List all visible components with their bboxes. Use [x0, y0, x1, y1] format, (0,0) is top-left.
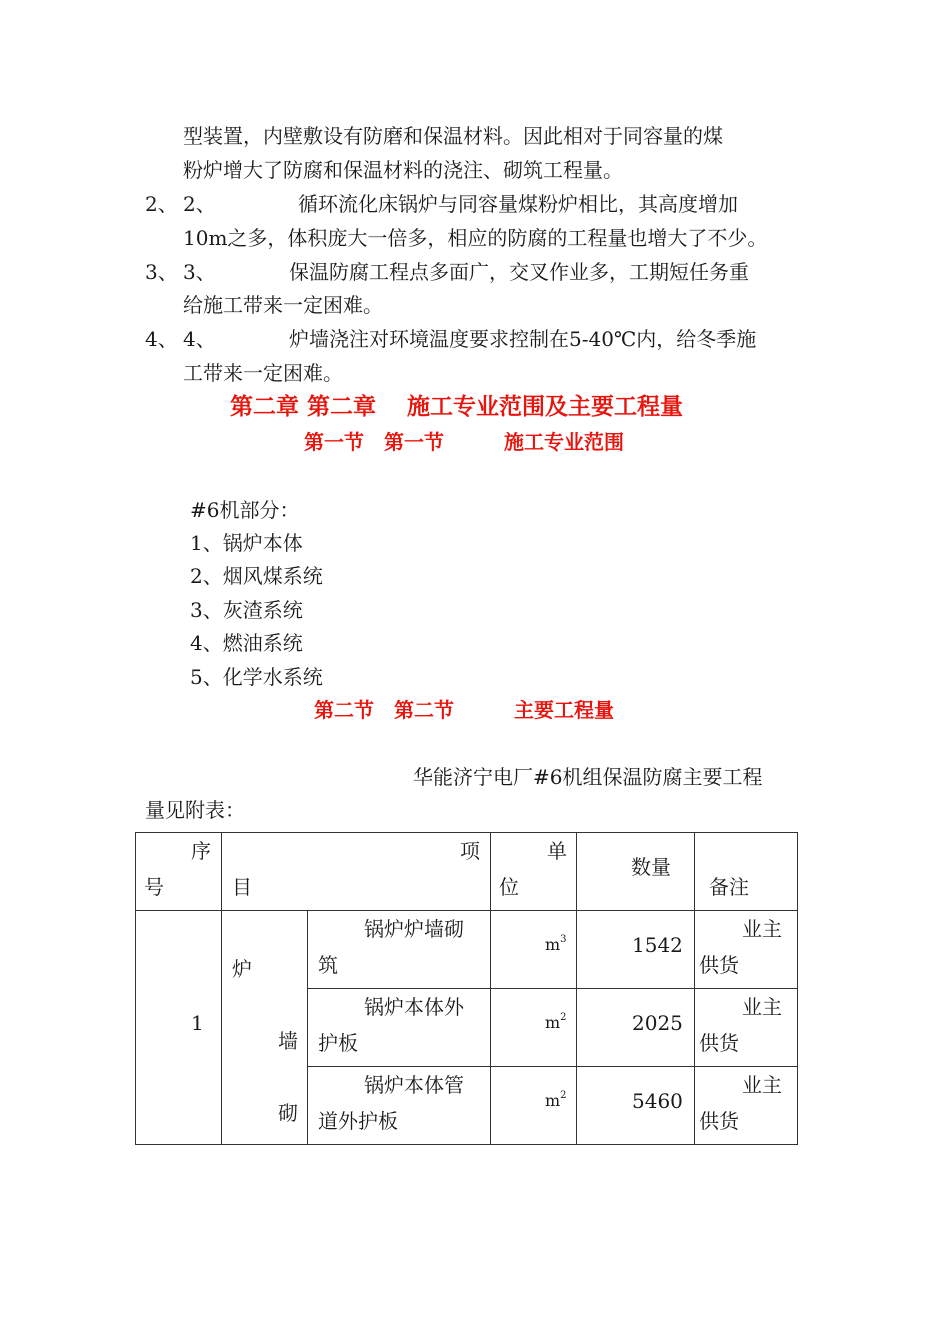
unit-superscript: 3 — [560, 934, 567, 945]
scope-item: 3、灰渣系统 — [190, 598, 303, 622]
paragraph-line: 循环流化床锅炉与同容量煤粉炉相比，其高度增加 — [298, 192, 738, 216]
note-b: 供货 — [699, 953, 739, 977]
note-cell — [695, 1067, 798, 1145]
quantity-table — [135, 832, 798, 1145]
table-intro-line: 华能济宁电厂#6机组保温防腐主要工程 — [413, 765, 763, 789]
item-name-b: 道外护板 — [318, 1109, 398, 1133]
header-item-b: 目 — [232, 875, 252, 899]
header-seq — [136, 833, 222, 911]
note-b: 供货 — [699, 1109, 739, 1133]
paragraph-line: 炉墙浇注对环境温度要求控制在5-40℃内，给冬季施 — [289, 327, 757, 351]
list-sub-number: 4、 — [183, 327, 216, 351]
table-intro-line: 量见附表： — [145, 798, 245, 822]
unit-base: m — [545, 1013, 561, 1032]
list-sub-number: 3、 — [183, 260, 216, 284]
unit-value — [545, 934, 567, 954]
header-seq-a: 序 — [191, 839, 211, 863]
list-number: 4、 — [145, 327, 178, 351]
item-name-a: 锅炉本体外 — [364, 995, 464, 1019]
unit-base: m — [545, 1091, 561, 1110]
header-unit-a: 单 — [547, 839, 567, 863]
item-name-a: 锅炉炉墙砌 — [364, 917, 464, 941]
note-b: 供货 — [699, 1031, 739, 1055]
group-label-cell — [222, 911, 308, 1145]
unit-superscript: 2 — [560, 1090, 567, 1101]
item-name-b: 护板 — [318, 1031, 358, 1055]
unit-cell — [491, 1067, 577, 1145]
list-number: 3、 — [145, 260, 178, 284]
qty-cell — [577, 989, 695, 1067]
note-a: 业主 — [742, 917, 782, 941]
paragraph-line: 给施工带来一定困难。 — [183, 293, 383, 317]
unit-value — [545, 1012, 567, 1032]
header-item-a: 项 — [460, 839, 480, 863]
list-number: 2、 — [145, 192, 178, 216]
header-item — [222, 833, 491, 911]
note-cell — [695, 989, 798, 1067]
item-name-cell — [308, 1067, 491, 1145]
paragraph-line: 10m之多，体积庞大一倍多，相应的防腐的工程量也增大了不少。 — [183, 226, 768, 250]
qty-cell — [577, 911, 695, 989]
group-label-char: 墙 — [278, 1029, 298, 1053]
table-row — [136, 911, 798, 989]
scope-item: 4、燃油系统 — [190, 631, 303, 655]
paragraph-line: 工带来一定困难。 — [183, 361, 343, 385]
header-seq-b: 号 — [144, 875, 164, 899]
scope-item: 1、锅炉本体 — [190, 531, 303, 555]
item-name-b: 筑 — [318, 953, 338, 977]
item-name-cell — [308, 989, 491, 1067]
scope-item: 2、烟风煤系统 — [190, 564, 323, 588]
group-label-char: 炉 — [232, 957, 252, 981]
note-cell — [695, 911, 798, 989]
table-header-row — [136, 833, 798, 911]
note-a: 业主 — [742, 995, 782, 1019]
unit-superscript: 2 — [560, 1012, 567, 1023]
header-note-label: 备注 — [709, 875, 749, 899]
unit-cell — [491, 911, 577, 989]
section-heading: 第二节 第二节 主要工程量 — [314, 698, 614, 722]
qty-value: 2025 — [632, 1011, 683, 1035]
unit-cell — [491, 989, 577, 1067]
header-qty-label: 数量 — [631, 855, 671, 879]
section-heading: 第一节 第一节 施工专业范围 — [304, 430, 624, 454]
header-qty — [577, 833, 695, 911]
header-unit — [491, 833, 577, 911]
group-number: 1 — [191, 1011, 204, 1035]
qty-cell — [577, 1067, 695, 1145]
header-note — [695, 833, 798, 911]
note-a: 业主 — [742, 1073, 782, 1097]
group-number-cell — [136, 911, 222, 1145]
item-name-a: 锅炉本体管 — [364, 1073, 464, 1097]
paragraph-line: 保温防腐工程点多面广，交叉作业多，工期短任务重 — [289, 260, 749, 284]
header-unit-b: 位 — [499, 875, 519, 899]
group-label-char: 砌 — [278, 1101, 298, 1125]
unit-value — [545, 1090, 567, 1110]
list-sub-number: 2、 — [183, 192, 216, 216]
scope-item: 5、化学水系统 — [190, 665, 323, 689]
qty-value: 5460 — [632, 1089, 683, 1113]
scope-title: #6机部分： — [190, 498, 300, 522]
paragraph-line: 型装置，内壁敷设有防磨和保温材料。因此相对于同容量的煤 — [183, 124, 723, 148]
unit-base: m — [545, 935, 561, 954]
paragraph-line: 粉炉增大了防腐和保温材料的浇注、砌筑工程量。 — [183, 158, 623, 182]
item-name-cell — [308, 911, 491, 989]
chapter-heading: 第二章 第二章 施工专业范围及主要工程量 — [230, 394, 684, 420]
qty-value: 1542 — [632, 933, 683, 957]
